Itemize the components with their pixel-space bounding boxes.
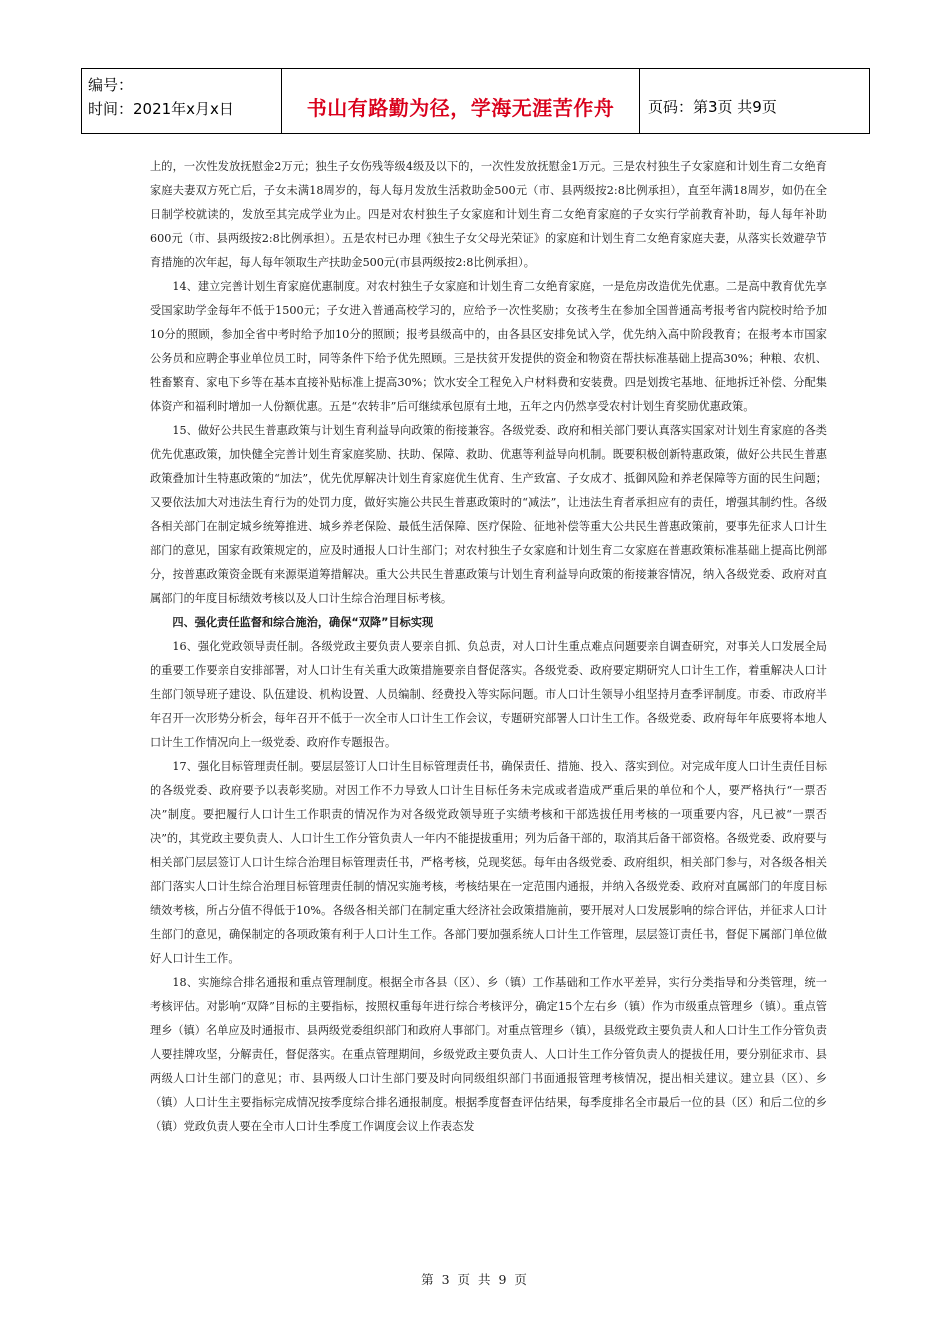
header-meta xyxy=(82,69,282,133)
paragraph: 14、建立完善计划生育家庭优惠制度。对农村独生子女家庭和计划生育二女绝育家庭，一是危房改造优先优惠。二是高中教育优先享受国家助学金每年不低于1500元；子女进入普通高校学习的，应给予一次性奖励；女孩考生在参加全国普通高考报考省内院校时给予加10分的照顾，参加全省中考时给予加10分的照顾；报考县级高中的，由各县区安排免试入学，优先纳入高中阶段教育；在报考本市国家公务员和应聘企事业单位员工时，同等条件下给予优先照顾。三是扶贫开发提供的资金和物资在帮扶标准基础上提高30%；种粮、农机、牲畜繁育、家电下乡等在基本直接补贴标准上提高30%；饮水安全工程免入户材料费和安装费。四是划拨宅基地、征地拆迁补偿、分配集体资产和福利时增加一人份额优惠。五是“农转非”后可继续承包原有土地，五年之内仍然享受农村计划生育奖励优惠政策。 xyxy=(150,280,827,413)
paragraph: 16、强化党政领导责任制。各级党政主要负责人要亲自抓、负总责，对人口计生重点难点问题要亲自调查研究，对事关人口发展全局的重要工作要亲自安排部署，对人口计生有关重大政策措施要亲自督促落实。各级党委、政府要定期研究人口计生工作，着重解决人口计生部门领导班子建设、队伍建设、机构设置、人员编制、经费投入等实际问题。市人口计生领导小组坚持月查季评制度。市委、市政府半年召开一次形势分析会，每年召开不低于一次全市人口计生工作会议，专题研究部署人口计生工作。各级党委、政府每年年底要将本地人口计生工作情况向上一级党委、政府作专题报告。 xyxy=(150,640,827,749)
page-footer: 第 3 页 共 9 页 xyxy=(421,1272,529,1287)
time-label: 时间：2021年x月x日 xyxy=(88,100,234,118)
page-label: 页码：第3页 共9页 xyxy=(648,97,777,116)
document-body xyxy=(150,155,827,1139)
motto-text: 书山有路勤为径，学海无涯苦作舟 xyxy=(306,95,615,120)
number-label: 编号： xyxy=(88,76,134,94)
section-heading: 四、强化责任监督和综合施治，确保“双降”目标实现 xyxy=(172,616,434,629)
header-motto-cell xyxy=(282,69,640,133)
page-header xyxy=(81,68,870,134)
header-page-cell xyxy=(640,69,869,133)
paragraph: 18、实施综合排名通报和重点管理制度。根据全市各县（区）、乡（镇）工作基础和工作水平差异，实行分类指导和分类管理，统一考核评估。对影响“双降”目标的主要指标，按照权重每年进行综合考核评分，确定15个左右乡（镇）作为市级重点管理乡（镇）。重点管理乡（镇）名单应及时通报市、县两级党委组织部门和政府人事部门。对重点管理乡（镇），县级党政主要负责人和人口计生工作分管负责人要挂牌攻坚，分解责任，督促落实。在重点管理期间，乡级党政主要负责人、人口计生工作分管负责人的提拔任用，要分别征求市、县两级人口计生部门的意见；市、县两级人口计生部门要及时向同级组织部门书面通报管理考核情况，提出相关建议。建立县（区）、乡（镇）人口计生主要指标完成情况按季度综合排名通报制度。根据季度督查评估结果，每季度排名全市最后一位的县（区）和后二位的乡（镇）党政负责人要在全市人口计生季度工作调度会议上作表态发 xyxy=(150,976,827,1133)
paragraph: 15、做好公共民生普惠政策与计划生育利益导向政策的衔接兼容。各级党委、政府和相关部门要认真落实国家对计划生育家庭的各类优先优惠政策，加快健全完善计划生育家庭奖励、扶助、保障、救助、优惠等利益导向机制。既要积极创新特惠政策，做好公共民生普惠政策叠加计生特惠政策的“加法”，优先优厚解决计划生育家庭优生优育、生产致富、子女成才、抵御风险和养老保障等方面的民生问题；又要依法加大对违法生育行为的处罚力度，做好实施公共民生普惠政策时的“减法”，让违法生育者承担应有的责任，增强其制约性。各级各相关部门在制定城乡统筹推进、城乡养老保险、最低生活保障、医疗保险、征地补偿等重大公共民生普惠政策前，要事先征求人口计生部门的意见，国家有政策规定的，应及时通报人口计生部门；对农村独生子女家庭和计划生育二女家庭在普惠政策标准基础上提高比例部分，按普惠政策资金既有来源渠道筹措解决。重大公共民生普惠政策与计划生育利益导向政策的衔接兼容情况，纳入各级党委、政府对直属部门的年度目标绩效考核以及人口计生综合治理目标考核。 xyxy=(150,424,827,605)
paragraph: 上的，一次性发放抚慰金2万元；独生子女伤残等级4级及以下的，一次性发放抚慰金1万元。三是农村独生子女家庭和计划生育二女绝育家庭夫妻双方死亡后，子女未满18周岁的，每人每月发放生活救助金500元（市、县两级按2:8比例承担），直至年满18周岁，如仍在全日制学校就读的，发放至其完成学业为止。四是对农村独生子女家庭和计划生育二女绝育家庭的子女实行学前教育补助，每人每年补助600元（市、县两级按2:8比例承担）。五是农村已办理《独生子女父母光荣证》的家庭和计划生育二女绝育家庭夫妻，从落实长效避孕节育措施的次年起，每人每年领取生产扶助金500元(市县两级按2:8比例承担）。 xyxy=(150,160,827,269)
paragraph: 17、强化目标管理责任制。要层层签订人口计生目标管理责任书，确保责任、措施、投入、落实到位。对完成年度人口计生责任目标的各级党委、政府要予以表彰奖励。对因工作不力导致人口计生目标任务未完成或者造成严重后果的单位和个人，要严格执行“一票否决”制度。要把履行人口计生工作职责的情况作为对各级党政领导班子实绩考核和干部选拔任用考核的一项重要内容，凡已被“一票否决”的，其党政主要负责人、人口计生工作分管负责人一年内不能提拔重用；列为后备干部的，取消其后备干部资格。各级党委、政府要与相关部门层层签订人口计生综合治理目标管理责任书，严格考核，兑现奖惩。每年由各级党委、政府组织，相关部门参与，对各级各相关部门落实人口计生综合治理目标管理责任制的情况实施考核，考核结果在一定范围内通报，并纳入各级党委、政府对直属部门的年度目标绩效考核，所占分值不得低于10%。各级各相关部门在制定重大经济社会政策措施前，要开展对人口发展影响的综合评估，并征求人口计生部门的意见，确保制定的各项政策有利于人口计生工作。各部门要加强系统人口计生工作管理，层层签订责任书，督促下属部门单位做好人口计生工作。 xyxy=(150,760,827,965)
